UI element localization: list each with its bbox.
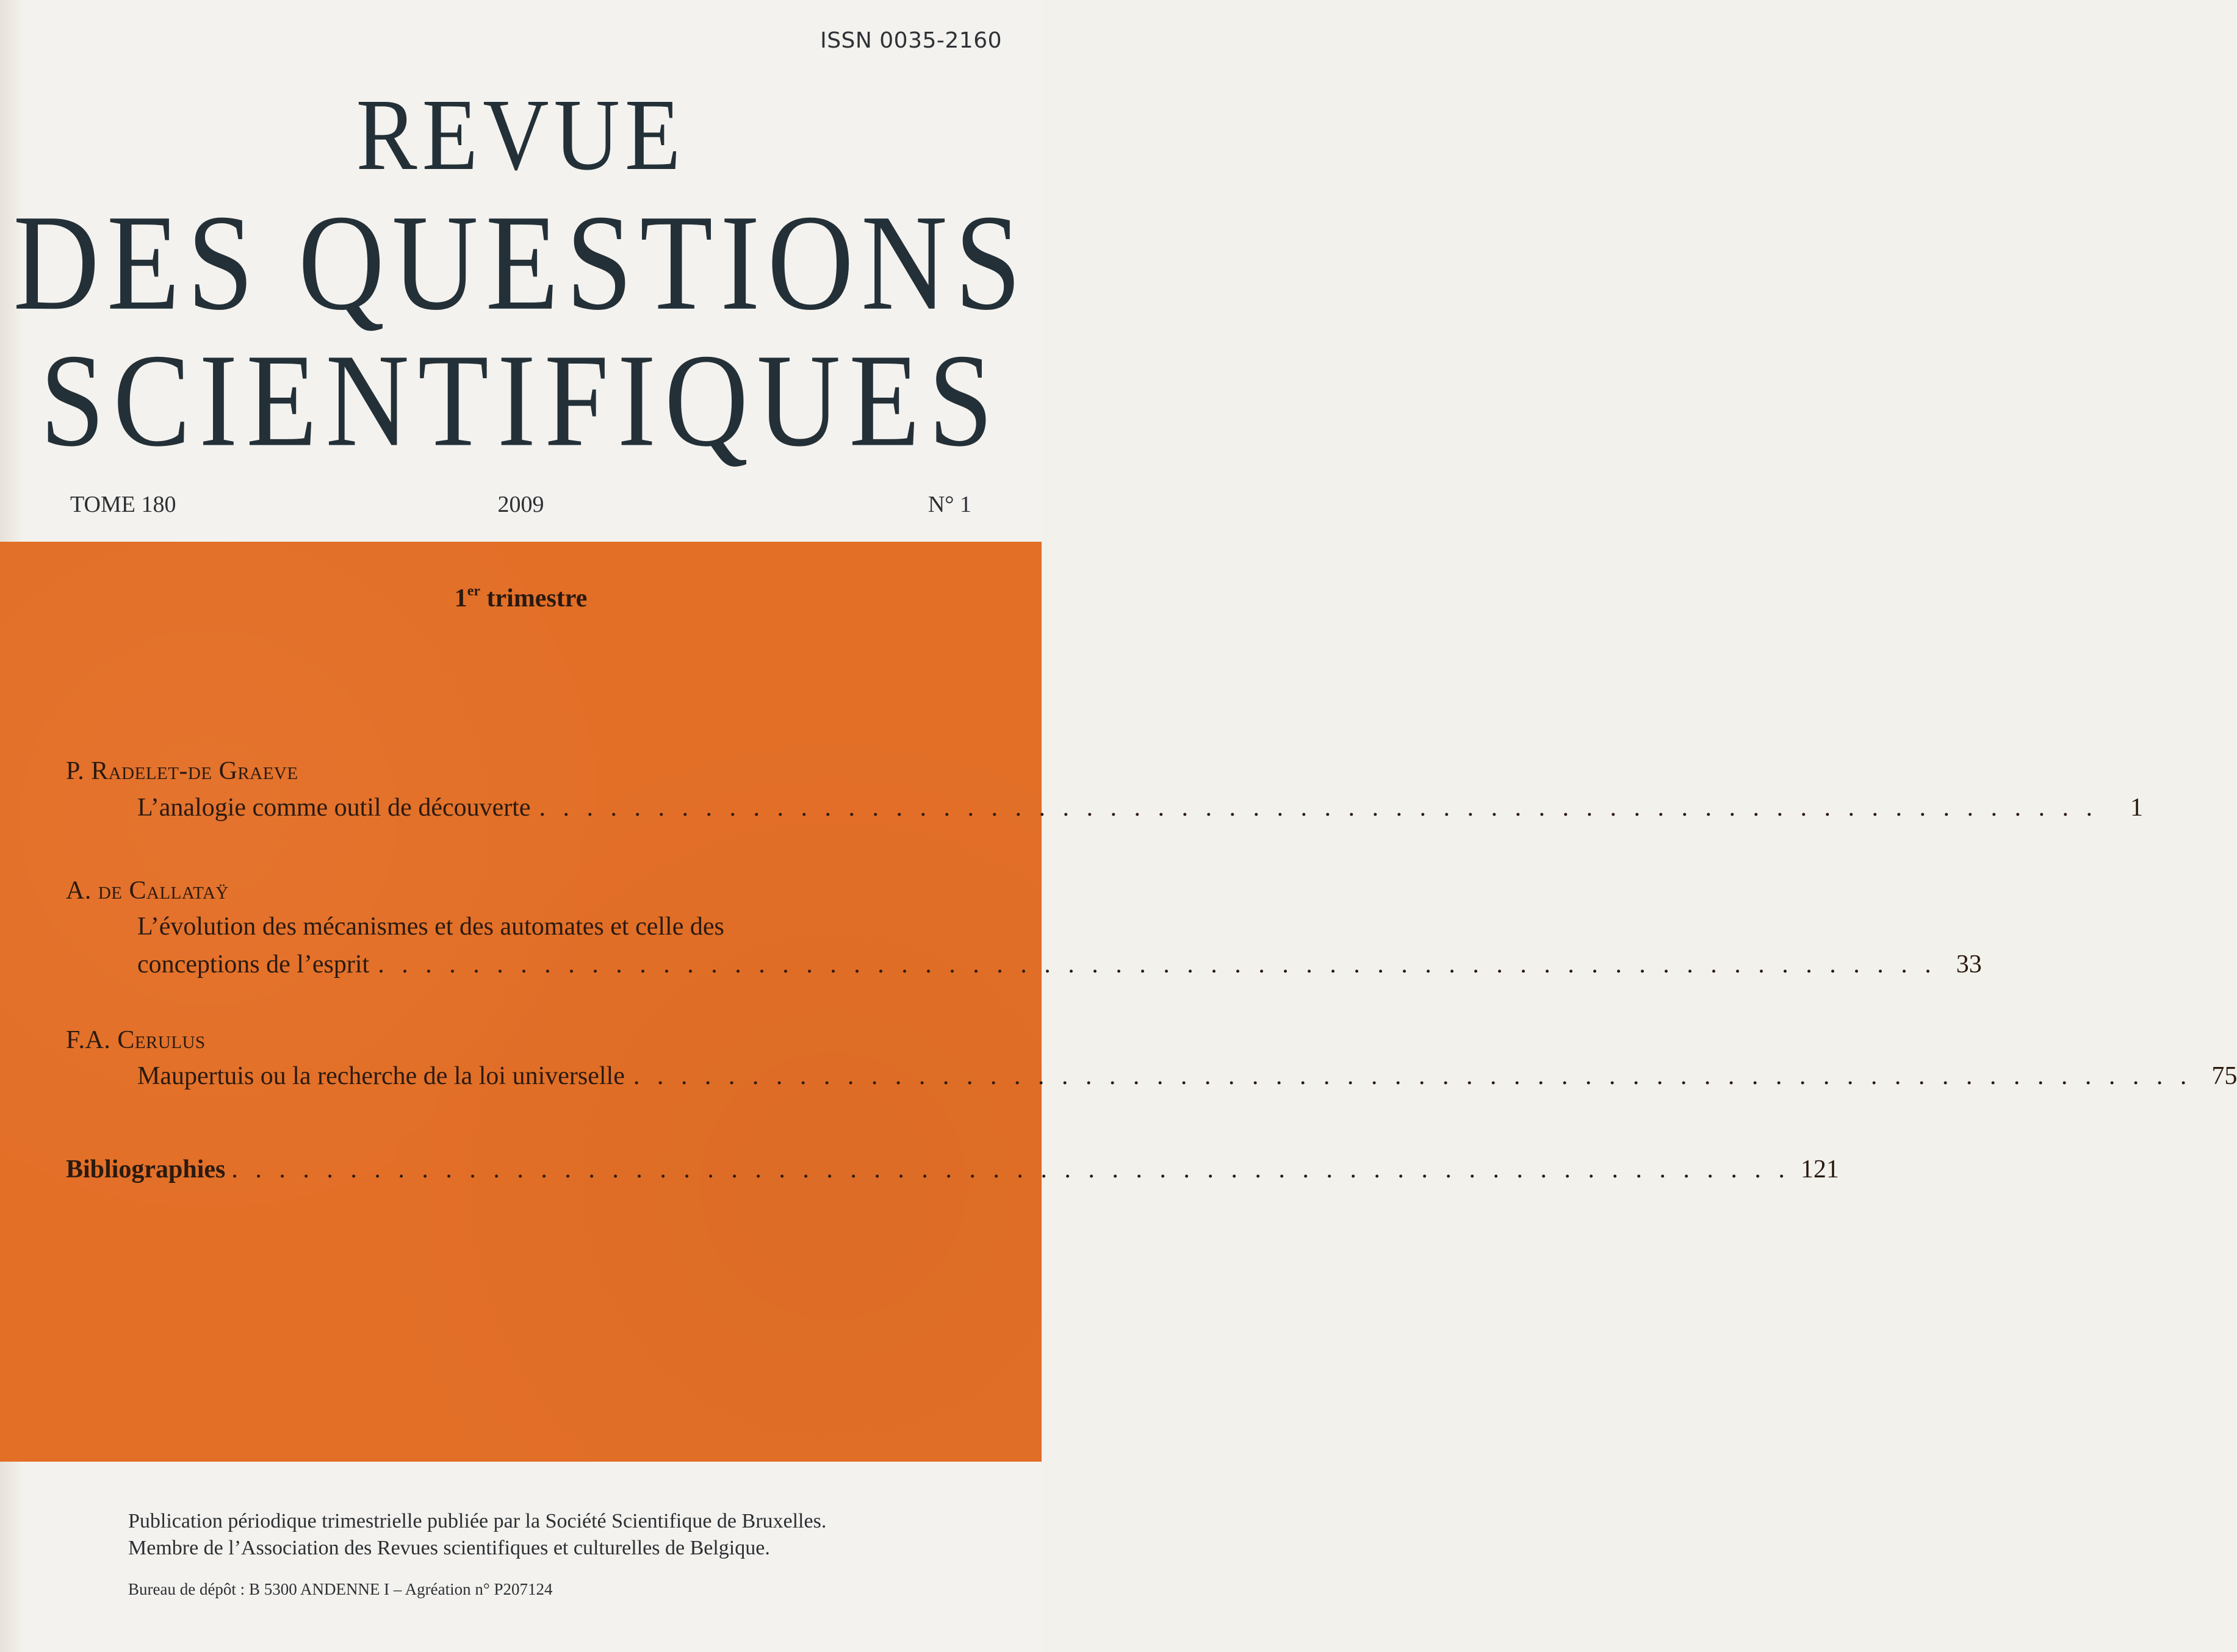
tome-label: TOME 180 — [70, 492, 176, 517]
article-page-number: 33 — [1956, 950, 1982, 979]
article-page-number: 75 — [2211, 1062, 2237, 1090]
dot-leader: . . . . . . . . . . . . . . . . . . . . . . . . . . . . . . . . . . . . . . . . . . . . . . . . . . . . . . . . . . . . . . . . . . — [378, 950, 1937, 979]
bibliographies-label: Bibliographies — [66, 1155, 226, 1183]
article-title: Maupertuis ou la recherche de la loi universelle — [137, 1062, 625, 1090]
deposit-line: Bureau de dépôt : B 5300 ANDENNE I – Agréation n° P207124 — [128, 1580, 553, 1598]
publisher-line: Publication périodique trimestrielle publiée par la Société Scientifique de Bruxelles. — [128, 1510, 827, 1532]
membership-line: Membre de l’Association des Revues scientifiques et culturelles de Belgique. — [128, 1537, 770, 1559]
article-entry — [137, 1057, 2237, 1095]
article-entry — [137, 789, 2144, 827]
year-label: 2009 — [497, 492, 544, 517]
article-entry — [137, 908, 1982, 983]
trimestre-superscript: er — [467, 583, 481, 599]
issn-number: ISSN 0035-2160 — [820, 28, 1002, 53]
article-author: F.A. Cerulus — [66, 1026, 206, 1054]
journal-title-line-1: REVUE — [356, 78, 686, 192]
bibliographies-entry — [66, 1155, 1839, 1184]
article-title: L’analogie comme outil de découverte — [137, 794, 531, 822]
bibliographies-page-number: 121 — [1800, 1155, 1839, 1183]
contents-band — [0, 542, 2237, 1462]
issue-number: N° 1 — [928, 492, 971, 517]
journal-title-line-3: SCIENTIFIQUES — [40, 327, 1002, 475]
dot-leader: . . . . . . . . . . . . . . . . . . . . . . . . . . . . . . . . . . . . . . . . . . . . . . . . . . . . . . . . . . . . . . . . . . — [231, 1155, 1790, 1183]
article-author: A. de Callataÿ — [66, 877, 229, 905]
article-title-line — [137, 946, 1982, 983]
trimestre-number: 1 — [454, 584, 467, 612]
publisher-footer — [128, 1508, 826, 1599]
article-title: conceptions de l’esprit — [137, 950, 370, 979]
dot-leader: . . . . . . . . . . . . . . . . . . . . . . . . . . . . . . . . . . . . . . . . . . . . . . . . . . . . . . . . . . . . . . . . . . — [539, 794, 2098, 822]
trimestre-word: trimestre — [486, 584, 588, 612]
article-title-line — [137, 789, 2144, 827]
journal-title-line-2: DES QUESTIONS — [13, 186, 1029, 339]
article-author: P. Radelet-de Graeve — [66, 757, 298, 785]
article-title-line — [137, 908, 970, 946]
article-page-number: 1 — [2130, 794, 2144, 822]
trimestre-heading — [0, 583, 1042, 613]
article-title-line — [137, 1057, 2237, 1095]
article-title: L’évolution des mécanismes et des automates et celle des — [137, 913, 724, 941]
dot-leader: . . . . . . . . . . . . . . . . . . . . . . . . . . . . . . . . . . . . . . . . . . . . . . . . . . . . . . . . . . . . . . . . . . — [633, 1062, 2192, 1090]
